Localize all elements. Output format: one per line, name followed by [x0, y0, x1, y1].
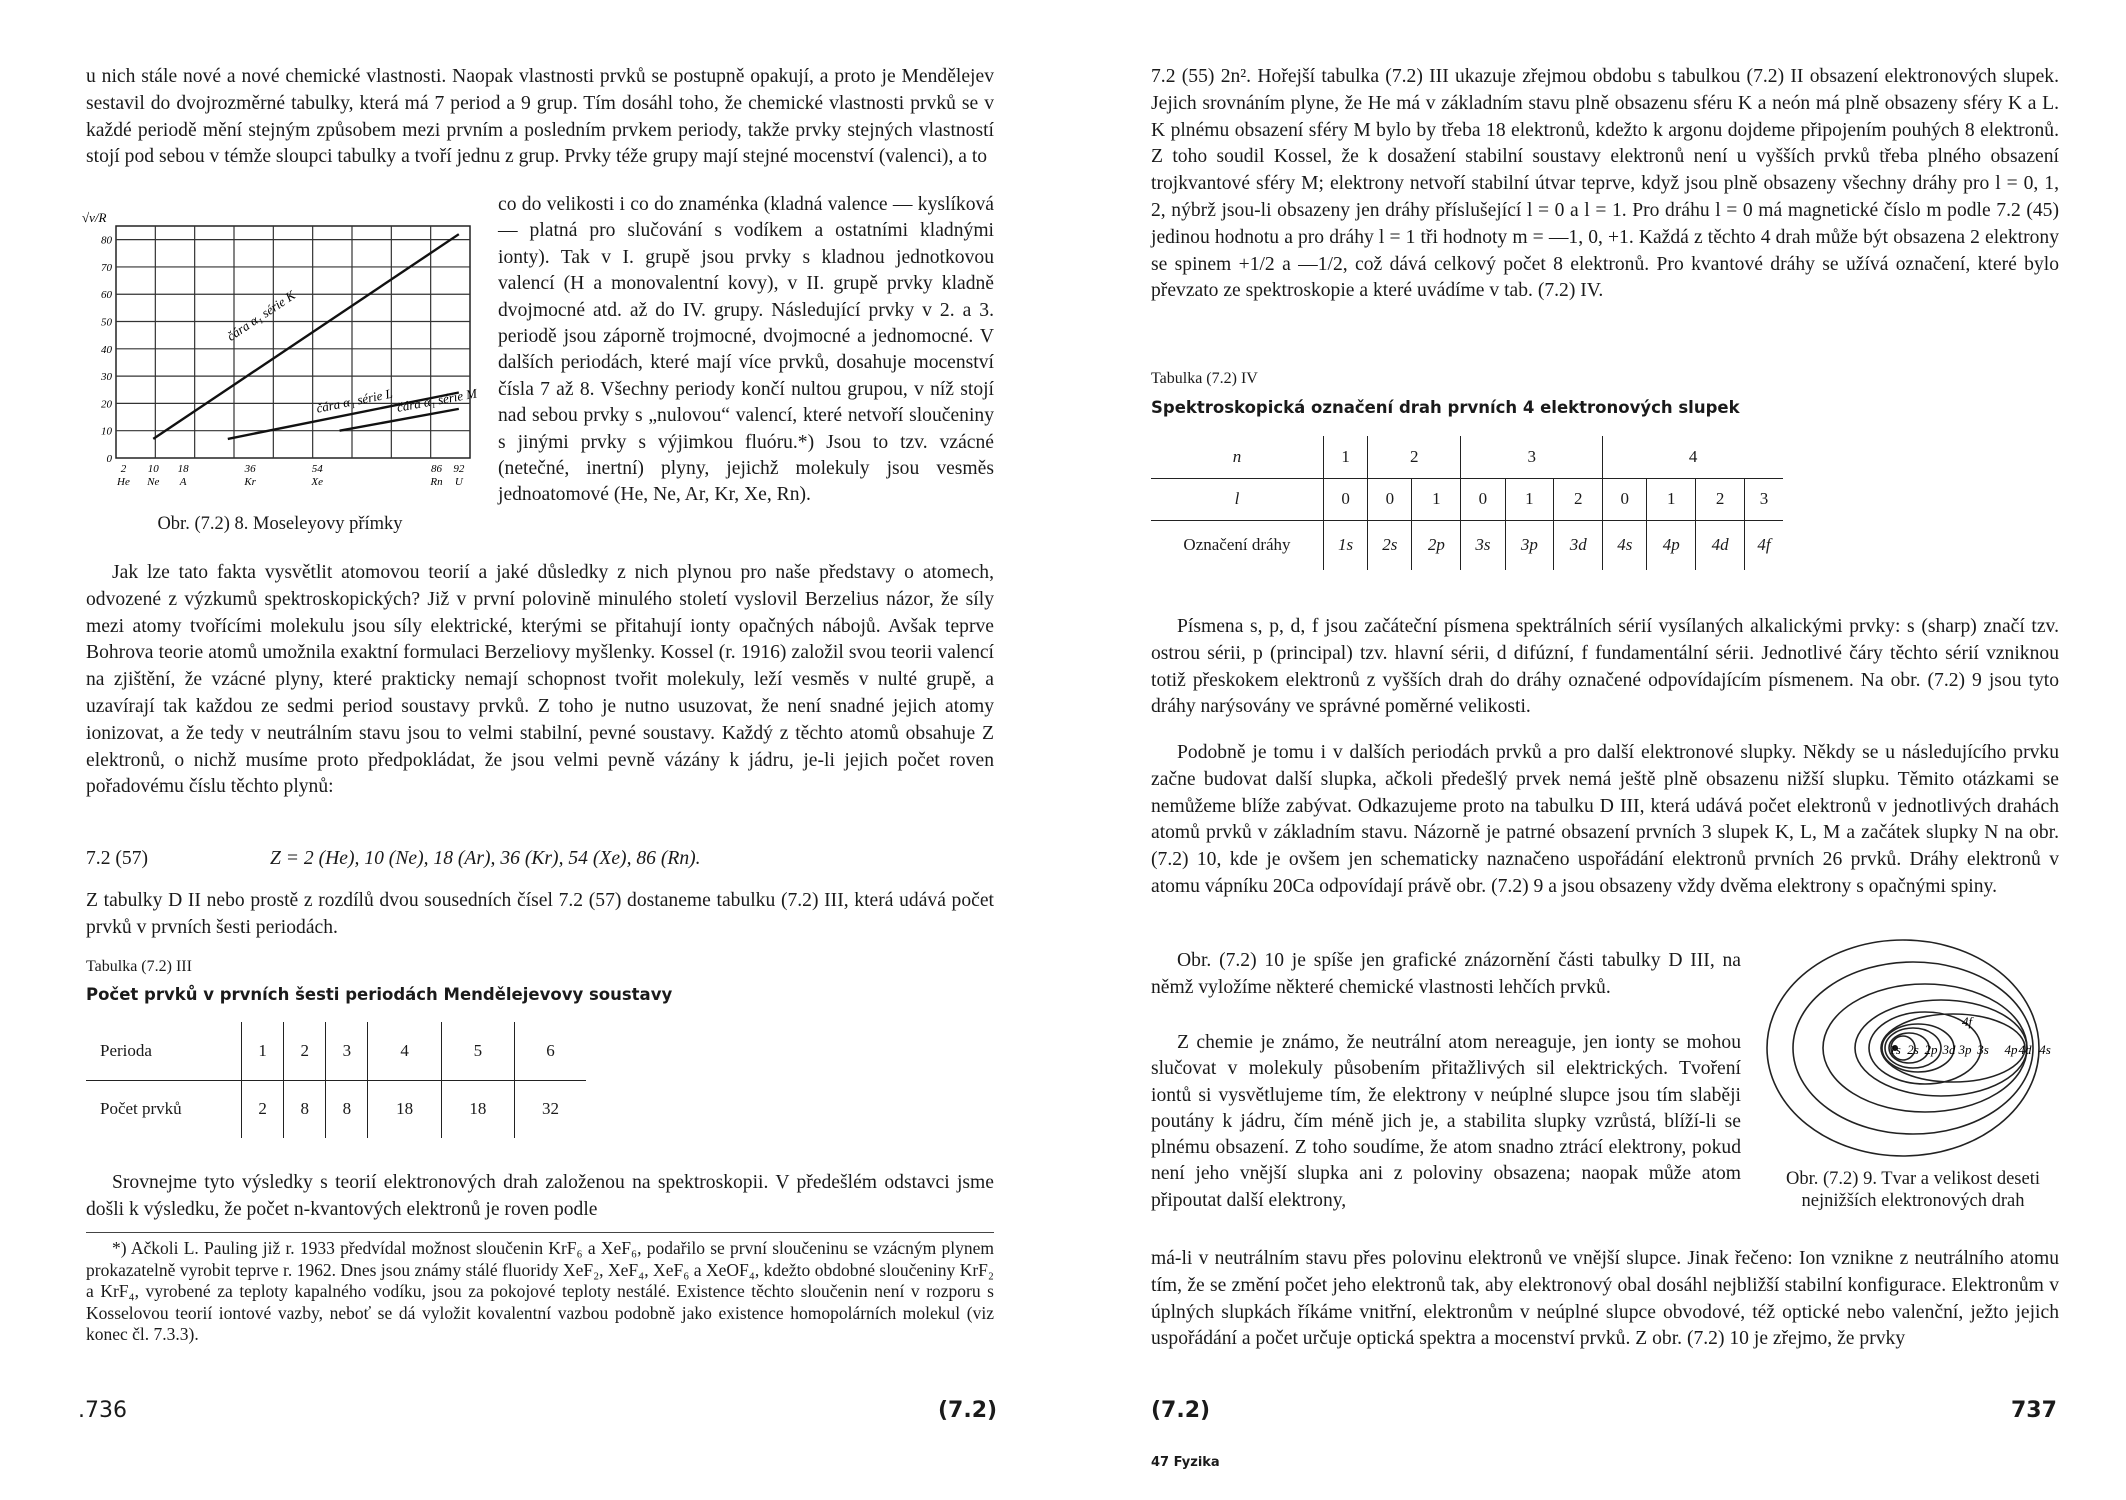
- x-tick-symbol: He: [117, 476, 130, 488]
- orbit-figure: [1753, 930, 2073, 1230]
- y-tick-label: 40: [101, 343, 112, 356]
- table-cell: 4: [1603, 436, 1783, 478]
- orbit-label: 2s: [1907, 1042, 1919, 1057]
- orbit-label: 4p: [2004, 1042, 2018, 1057]
- y-tick-label: 50: [101, 316, 112, 329]
- paragraph-intro: u nich stále nové a nové chemické vlastnosti. Naopak vlastnosti prvků se postupně opakují, a proto je Mendělejev sestavil do dvojrozměrné tabulky, která má 7 period a 9 grup. Tím dosáhl toho, že chemické vlastnosti prvků se v každé periodě mění stejným způsobem mezi prvním a posledním prvkem periody, takže prvky stejných vlastností stojí pod sebou v témže sloupci tabulky a tvoří jednu z grup. Prvky téže grupy mají stejné mocenství (valenci), a to: [86, 66, 994, 168]
- table-iii-label: Tabulka (7.2) III: [86, 958, 192, 975]
- table-cell: 3: [326, 1022, 368, 1080]
- orbit-label: 4d: [2018, 1042, 2032, 1057]
- table-cell: 4s: [1603, 520, 1647, 570]
- plot-frame: [116, 226, 470, 458]
- chapter-right: (7.2): [1151, 1398, 1211, 1423]
- table-row-n: [1151, 436, 1783, 478]
- paragraph-figure-10: Obr. (7.2) 10 je spíše jen grafické znázornění části tabulky D III, na němž vyložíme některé chemické vlastnosti lehčích prvků.: [1151, 950, 1741, 998]
- moseley-figure: [80, 210, 480, 540]
- table-cell: 4p: [1647, 520, 1696, 570]
- table-cell: 1: [1324, 436, 1368, 478]
- table-cell: 2: [1554, 478, 1603, 520]
- x-tick-symbol: Rn: [430, 476, 443, 488]
- table-cell: 2: [1368, 436, 1461, 478]
- orbit-label: 3s: [1977, 1042, 1989, 1057]
- x-tick-label: 18: [177, 463, 189, 475]
- orbit-label: 2p: [1924, 1042, 1938, 1057]
- table-cell: 1: [1505, 478, 1554, 520]
- table-cell: 32: [515, 1080, 586, 1138]
- orbit-label: 3d: [1942, 1042, 1956, 1057]
- paragraph-further-periods: Podobně je tomu i v dalších periodách prvků a pro další elektronové slupky. Někdy se u následujícího prvku začne budovat další slupka, ačkoli předešlý prvek nemá ještě plně obsazenu nižší slupku. Těmito otázkami se nemůžeme blíže zabývat. Odkazujeme proto na tabulku D III, která udává počet elektronů v jednotlivých drahách atomů prvků v základním stavu. Názorně je patrné obsazení prvních 3 slupek K, L, M a začátek slupky N na obr. (7.2) 10, kde je ovšem jen schematicky naznačeno uspořádání elektronů prvních 26 prvků. Dráhy elektronů v atomu vápníku 20Ca odpovídají právě obr. (7.2) 9 a jsou obsazeny vždy dvěma elektrony s opačnými spiny.: [1151, 742, 2059, 897]
- table-cell: 1: [242, 1022, 284, 1080]
- x-tick-label: 2: [120, 463, 127, 475]
- y-tick-label: 70: [101, 261, 112, 274]
- right-page: [1063, 0, 2126, 1500]
- y-tick-label: 30: [101, 371, 112, 384]
- orbit-label: 1s: [1889, 1042, 1901, 1057]
- paragraph-ion-formation: má-li v neutrálním stavu přes polovinu elektronů ve vnější slupce. Jinak řečeno: Ion vznikne z neutrálního atomu tím, že se změní počet jeho elektronů tak, aby elektronový obal dosáhl nejbližší stabilní konfigurace. Elektronům v úplných slupkách říkáme vnitřní, elektronům v neúplné slupce obvodové, též optické nebo valenční, ježto jejich uspořádání a počet určuje optická spektra a mocenství prvků. Z obr. (7.2) 10 je zřejmo, že prvky: [1151, 1248, 2059, 1350]
- x-tick-symbol: U: [454, 476, 463, 488]
- series-label: čára α₁ série L: [315, 385, 394, 416]
- table-cell: 3: [1745, 478, 1784, 520]
- table-cell-label: Počet prvků: [86, 1080, 242, 1138]
- y-tick-label: 20: [101, 398, 112, 411]
- page-number-left: .736: [78, 1398, 127, 1423]
- table-cell: 0: [1603, 478, 1647, 520]
- table-cell: 4f: [1745, 520, 1784, 570]
- table-cell: 3p: [1505, 520, 1554, 570]
- table-row-period: [86, 1022, 586, 1080]
- x-tick-symbol: A: [179, 476, 187, 488]
- table-iv: [1151, 436, 1783, 570]
- table-cell: 3s: [1461, 520, 1505, 570]
- table-cell: 0: [1461, 478, 1505, 520]
- equation-text: Z = 2 (He), 10 (Ne), 18 (Ar), 36 (Kr), 54 (Xe), 86 (Rn).: [270, 848, 701, 869]
- table-row-count: [86, 1080, 586, 1138]
- x-tick-label: 54: [311, 463, 323, 475]
- table-cell: 2p: [1412, 520, 1461, 570]
- table-cell: 8: [326, 1080, 368, 1138]
- table-row-orbit: [1151, 520, 1783, 570]
- table-cell: 18: [441, 1080, 514, 1138]
- table-row-l: [1151, 478, 1783, 520]
- y-tick-label: 0: [106, 453, 112, 465]
- series-label: čára α₁ série K: [224, 287, 298, 344]
- chapter-left: (7.2): [938, 1398, 998, 1423]
- table-cell: 2s: [1368, 520, 1412, 570]
- table-cell: 2: [1696, 478, 1745, 520]
- table-iii-title: Počet prvků v prvních šesti periodách Mendělejevovy soustavy: [86, 985, 673, 1004]
- paragraph-valence: co do velikosti i co do znaménka (kladná valence — kyslíková — platná pro slučování s vodíkem a ostatními kladnými ionty). Tak v I. grupě jsou prvky s kladnou jednotkovou valencí (H a monovalentní kovy), v II. grupě prvky kladně dvojmocné atd. až do IV. grupy. Následující prvky v 2. a 3. periodě jsou záporně trojmocné, dvojmocné a jednomocné. V dalších periodách, které mají více prvků, dosahuje mocenství čísla 7 až 8. Všechny periody končí nultou grupou, v níž stojí nad sebou prvky s „nulovou“ valencí, které netvoří sloučeniny s jinými prvky s výjimkou fluóru.*) Jsou to tzv. vzácné (netečné, inertní) plyny, jejichž molekuly jsou vesměs jednoatomové (He, Ne, Ar, Kr, Xe, Rn).: [498, 194, 994, 506]
- x-tick-label: 36: [244, 463, 256, 475]
- table-cell: 2: [242, 1080, 284, 1138]
- orbit-diagram: [1753, 930, 2073, 1170]
- paragraph-kossel: Jak lze tato fakta vysvětlit atomovou teorií a jaké důsledky z nich plynou pro naše představy o atomech, odvozené z výzkumů spektroskopických? Již v první polovině minulého století vyslovil Berzelius názor, že síly mezi atomy tvořícími molekulu jsou síly elektrické, kterými se přitahují ionty opačných nábojů. Avšak teprve Bohrova teorie atomů umožnila exaktní formulaci Berzeliovy myšlenky. Kossel (r. 1916) založil svou teorii valencí na zjištění, že vzácné plyny, které prakticky nemají schopnost tvořit molekuly, leží vesměs v nulté grupě, a uzavírají tak každou ze sedmi period soustavy prvků. Z toho je nutno usuzovat, že není snadné jejich atomy ionizovat, a že tedy v neutrálním stavu jsou to velmi stabilní, pevné soustavy. Každý z těchto atomů obsahuje Z elektronů, o nichž musíme proto předpokládat, že jsou velmi pevně vázány k jádru, je-li jejich počet roven pořadovému číslu těchto plynů:: [86, 562, 994, 798]
- x-tick-label: 86: [430, 463, 442, 475]
- paragraph-series-letters: Písmena s, p, d, f jsou začáteční písmena spektrálních sérií vysílaných alkalickými prvky: s (sharp) značí tzv. ostrou sérii, p (principal) tzv. hlavní sérii, d difúzní, f fundamentální sérii. Jednotlivé čáry těchto sérií vzniknou totiž přeskokem elektronů z vyšších drah do dráhy označené odpovídajícím písmenem. Na obr. (7.2) 9 jsou tyto dráhy narýsovány ve správné poměrné velikosti.: [1151, 616, 2059, 718]
- table-cell: 0: [1368, 478, 1412, 520]
- table-iii: [86, 1022, 586, 1138]
- paragraph-shells: 7.2 (55) 2n². Hořejší tabulka (7.2) III ukazuje zřejmou obdobu s tabulkou (7.2) II obsazení elektronových slupek. Jejich srovnáním plyne, že He má v základním stavu plně obsazenu sféru K a neón má plně obsazeny sféry K a L. K plnému obsazení sféry M bylo by třeba 18 elektronů, kdežto k argonu dojdeme připojením pouhých 8 elektronů. Z toho soudil Kossel, že k dosažení stabilní soustavy elektronů není u vyšších prvků třeba plného obsazení trojkvantové sféry M; elektrony netvoří stabilní útvar teprve, když jsou plně obsazeny všechny dráhy pro l = 0, 1, 2, nýbrž jsou-li obsazeny jen dráhy příslušející l = 0 a l = 1. Pro dráhu l = 0 má magnetické číslo m podle 7.2 (45) jedinou hodnotu a pro dráhy l = 1 tři hodnoty m = —1, 0, +1. Každá z těchto 4 drah může být obsazena 2 elektrony se spinem +1/2 a —1/2, což dává celkový počet 8 elektronů. Pro kvantové dráhy se užívá označení, které bylo převzato ze spektroskopie a které uvádíme v tab. (7.2) IV.: [1151, 66, 2059, 302]
- table-cell: 6: [515, 1022, 586, 1080]
- table-cell: 1: [1412, 478, 1461, 520]
- table-cell-label: l: [1151, 478, 1324, 520]
- table-cell: 2: [284, 1022, 326, 1080]
- y-tick-label: 10: [101, 425, 112, 438]
- table-cell: 4d: [1696, 520, 1745, 570]
- equation-57: [86, 848, 994, 876]
- table-cell: 8: [284, 1080, 326, 1138]
- orbit-label: 4s: [2039, 1042, 2051, 1057]
- table-cell: 18: [368, 1080, 441, 1138]
- x-tick-label: 92: [453, 463, 465, 475]
- table-cell-label: Označení dráhy: [1151, 520, 1324, 570]
- paragraph-compare: Srovnejme tyto výsledky s teorií elektronových drah založenou na spektroskopii. V předešlém odstavci jsme došli k výsledku, že počet n-kvantových elektronů je roven podle: [86, 1172, 994, 1220]
- orbit-caption: Obr. (7.2) 9. Tvar a velikost deseti nejnižších elektronových drah: [1786, 1169, 2040, 1211]
- paragraph-table-intro: Z tabulky D II nebo prostě z rozdílů dvou sousedních čísel 7.2 (57) dostaneme tabulku (7.2) III, která udává počet prvků v prvních šesti periodách.: [86, 890, 994, 938]
- x-tick-symbol: Xe: [311, 476, 324, 488]
- moseley-chart: [80, 210, 480, 510]
- page-number-right: 737: [2011, 1398, 2057, 1423]
- table-cell: 1: [1647, 478, 1696, 520]
- orbit-ellipse: [1767, 940, 2039, 1156]
- footnote-rule: [86, 1232, 994, 1233]
- table-cell: 3: [1461, 436, 1603, 478]
- table-iv-label: Tabulka (7.2) IV: [1151, 370, 1258, 387]
- paragraph-ions: Z chemie je známo, že neutrální atom nereaguje, jen ionty se mohou slučovat v molekuly působením přitažlivých sil elektrických. Tvoření iontů si vysvětlujeme tím, že elektrony v neúplné slupce jsou tím slaběji poutány k jádru, čím méně jich je, a stabilita slupky vzrůstá, blíží-li se plnému obsazení. Z toho soudíme, že atom snadno ztrácí elektrony, pokud není jeho vnější slupka ani z poloviny obsazena; naopak může atom připoutat další elektrony,: [1151, 1032, 1741, 1211]
- x-tick-label: 10: [147, 463, 159, 475]
- x-tick-symbol: Kr: [244, 476, 256, 488]
- table-iv-title: Spektroskopická označení drah prvních 4 elektronových slupek: [1151, 398, 1740, 417]
- y-axis-label: √ν/R: [82, 210, 107, 225]
- series-label: čára α₁ série M: [395, 385, 479, 415]
- y-tick-label: 80: [101, 234, 112, 247]
- footnote: *) Ačkoli L. Pauling již r. 1933 předvídal možnost sloučenin KrF₆ a XeF₆, podařilo se první sloučeninu se vzácným plynem prokazatelně vyrobit teprve r. 1962. Dnes jsou známy stálé fluoridy XeF₂, XeF₄, XeF₆ a XeOF₄, kdežto obdobné sloučeniny KrF₂ a KrF₄, vyrobené za teploty kapalného vodíku, jsou za pokojové teploty nestálé. Existence těchto sloučenin není v rozporu s Kosselovou teorií iontové vazby, neboť se dá vyložit kovalentní vazbou podobně jako existence homopolárních molekul (viz konec čl. 7.3.3).: [86, 1238, 994, 1344]
- table-cell: 5: [441, 1022, 514, 1080]
- equation-number: 7.2 (57): [86, 848, 149, 869]
- table-cell: 0: [1324, 478, 1368, 520]
- table-cell-label: n: [1151, 436, 1324, 478]
- moseley-caption: Obr. (7.2) 8. Moseleyovy přímky: [157, 514, 403, 534]
- table-cell: 3d: [1554, 520, 1603, 570]
- table-cell: 4: [368, 1022, 441, 1080]
- orbit-label: 4f: [1961, 1014, 1973, 1029]
- table-cell-label: Perioda: [86, 1022, 242, 1080]
- y-tick-label: 60: [101, 289, 112, 302]
- orbit-label: 3p: [1958, 1042, 1972, 1057]
- signature-mark: 47 Fyzika: [1151, 1455, 1220, 1470]
- x-tick-symbol: Ne: [147, 476, 160, 488]
- table-cell: 1s: [1324, 520, 1368, 570]
